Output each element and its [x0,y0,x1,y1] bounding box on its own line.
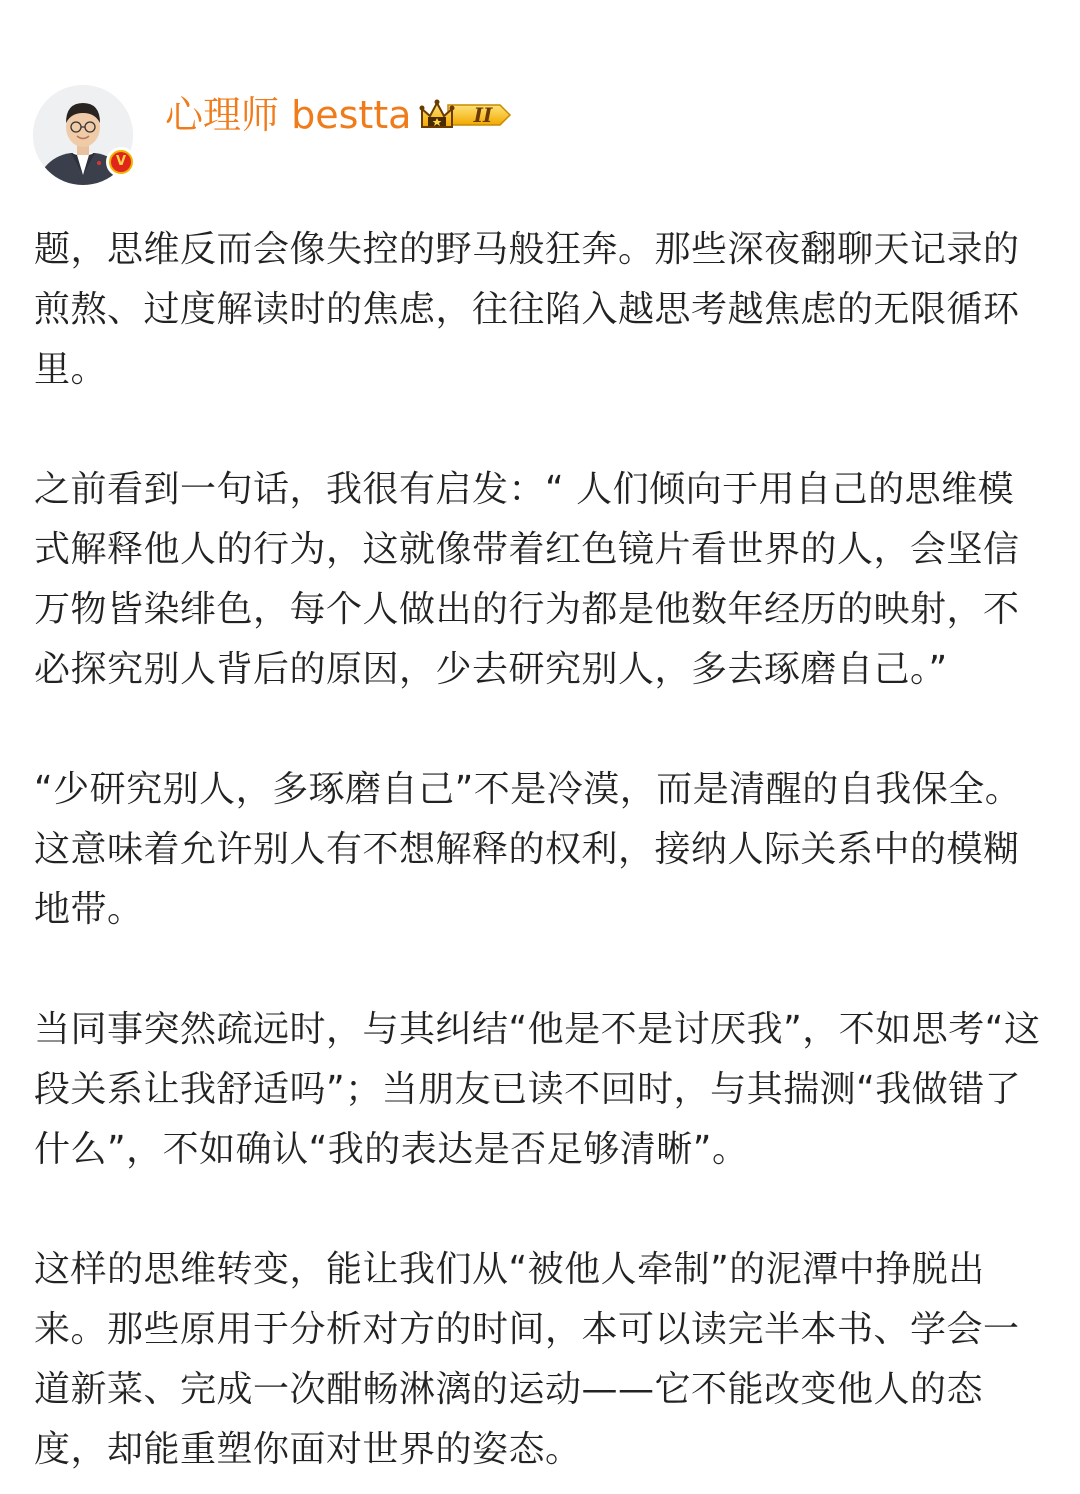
verified-badge-icon [106,147,136,177]
post-paragraph: “少研究别人，多琢磨自己”不是冷漠，而是清醒的自我保全。这意味着允许别人有不想解释的权利，接纳人际关系中的模糊地带。 [34,769,1022,930]
vip-level-label: II [473,103,493,127]
post-paragraph: 当同事突然疏远时，与其纠结“他是不是讨厌我”，不如思考“这段关系让我舒适吗”；当朋友已读不回时，与其揣测“我做错了什么”，不如确认“我的表达是否足够清晰”。 [34,1009,1041,1170]
post-paragraph: 题，思维反而会像失控的野马般狂奔。那些深夜翻聊天记录的煎熬、过度解读时的焦虑，往往陷入越思考越焦虑的无限循环里。 [34,229,1020,390]
post-paragraph: 这样的思维转变，能让我们从“被他人牵制”的泥潭中挣脱出来。那些原用于分析对方的时间，本可以读完半本书、学会一道新菜、完成一次酣畅淋漓的运动——它不能改变他人的态度，却能重塑你面对世界的姿态。 [34,1249,1020,1470]
post-body [34,220,1044,1480]
post-header [0,0,1080,200]
verified-badge-label: V [111,152,131,172]
author-avatar-wrapper[interactable] [33,85,133,185]
author-name[interactable]: 心理师 bestta [165,93,412,137]
vip-crown-badge[interactable] [418,97,514,133]
crown-icon [418,97,514,133]
post-paragraph: 之前看到一句话，我很有启发：“ 人们倾向于用自己的思维模式解释他人的行为，这就像带着红色镜片看世界的人，会坚信万物皆染绯色，每个人做出的行为都是他数年经历的映射，不必探究别人背后的原因，少去研究别人，多去琢磨自己。” [34,469,1020,690]
